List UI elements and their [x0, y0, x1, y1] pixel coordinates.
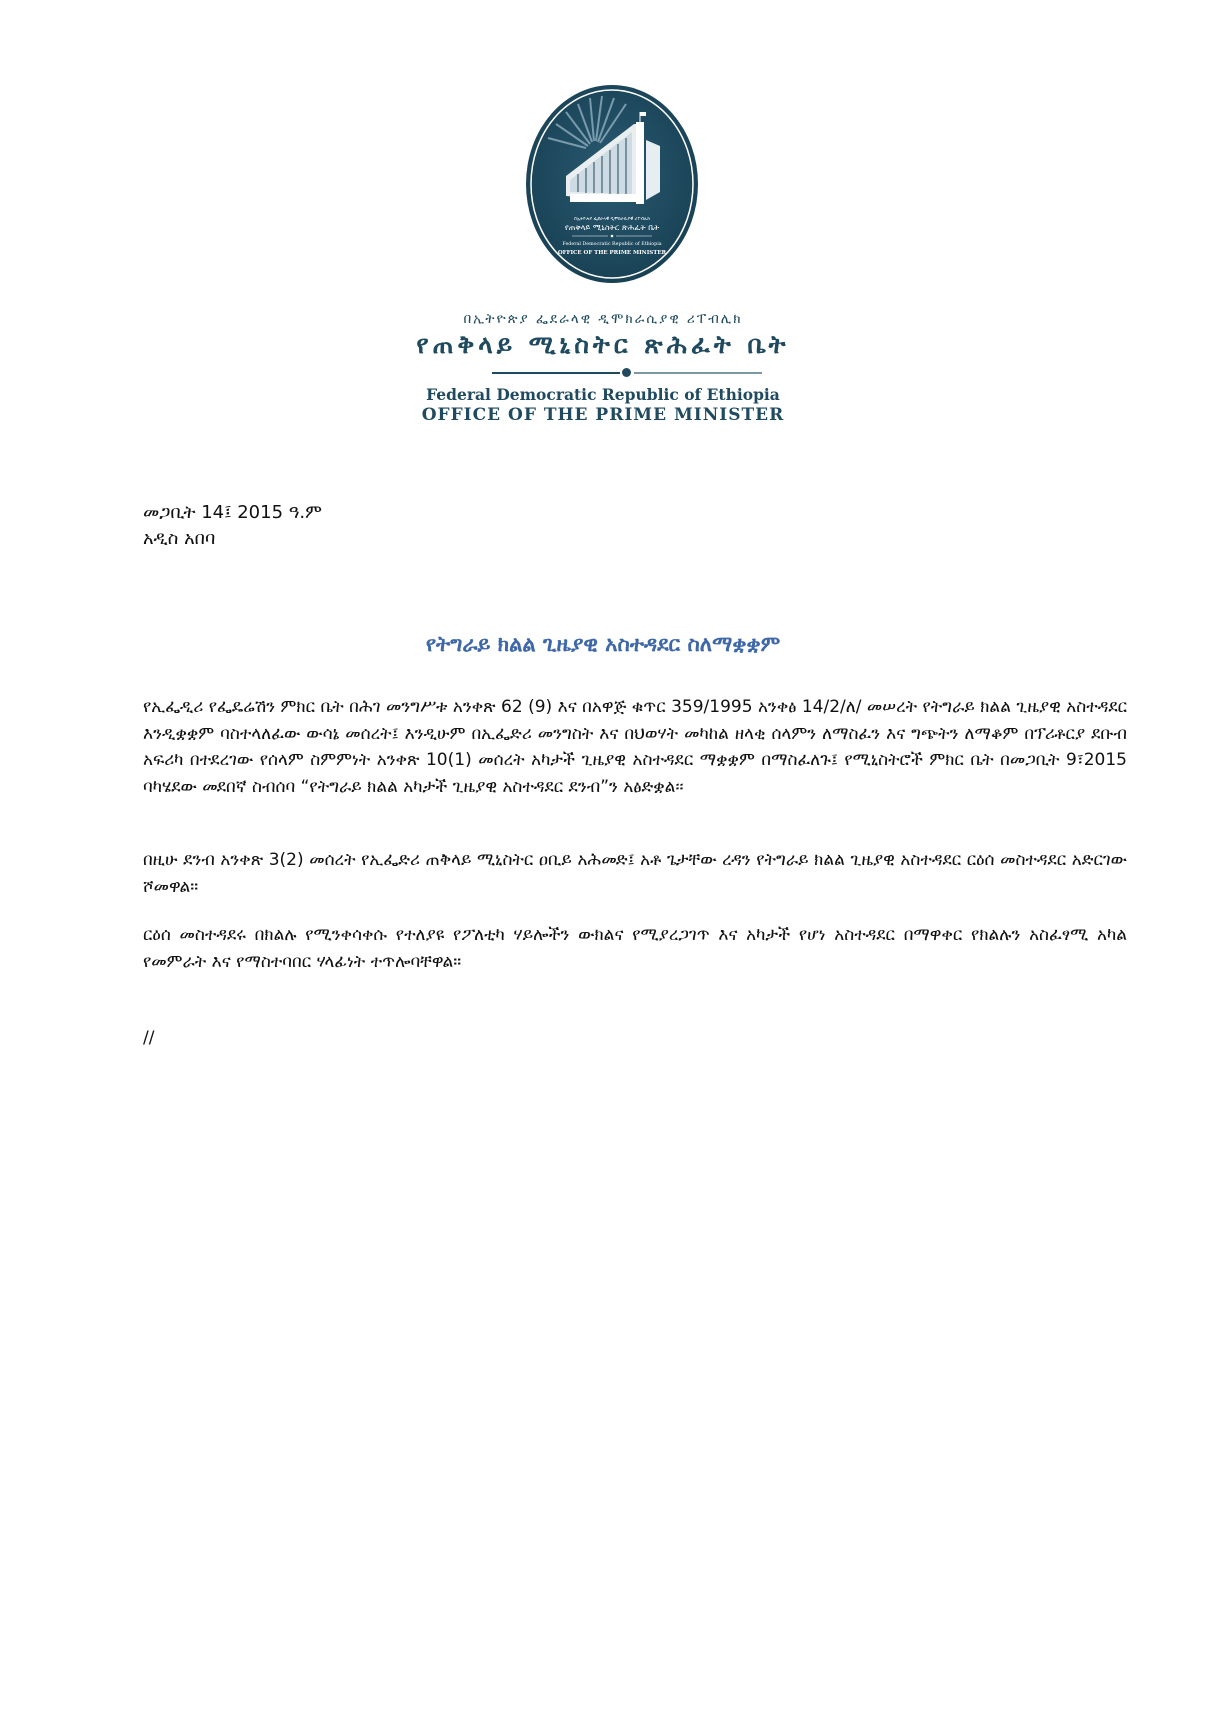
divider-dot-icon: [622, 368, 631, 377]
document-title: የትግራይ ክልል ጊዜያዊ አስተዳደር ስለማቋቋም: [425, 632, 781, 656]
divider-line-left: [492, 372, 620, 374]
body-paragraph-1: የኢፌዲሪ የፌዴሬሽን ምክር ቤት በሕገ መንግሥቱ አንቀጽ 62 (9) እና በአዋጅ ቁጥር 359/1995 አንቀፅ 14/2/ለ/ መሠረት የትግራይ ክልል ጊዜያዊ አስተዳደር እንዲቋቋም ባስተላለፈው ውሳኔ መሰረት፤ እንዲሁም በኢፌድሪ መንግስት እና በህወሃት መካከል ዘላቂ ሰላምን ለማስፈን እና ግጭትን ለማቆም በፕሪቶርያ ደቡብ አፍሪካ በተደረገው የሰላም ስምምነት አንቀጽ 10(1) መሰረት አካታች ጊዜያዊ አስተዳደር ማቋቋም በማስፈለጉ፤ የሚኒስትሮች ምክር ቤት በመጋቢት 9፣2015 ባካሄደው መደበኛ ስብሰባ “የትግራይ ክልል አካታች ጊዜያዊ አስተዳደር ደንብ”ን አፅድቋል፡፡: [143, 697, 1127, 797]
divider-line-right: [634, 372, 762, 374]
letterhead-divider: [492, 367, 762, 377]
body-paragraph-3: ርዕሰ መስተዳደሩ በክልሉ የሚንቀሳቀሱ የተለያዩ የፖለቲካ ሃይሎችን ውክልና የሚያረጋገጥ እና አካታች የሆነ አስተዳደር በማዋቀር የክልሉን አስፈፃሚ አካል የመምራት እና የማስተባበር ሃላፊነት ተጥሎባቸዋል።: [143, 925, 1127, 972]
svg-text:Federal Democratic Republic of: Federal Democratic Republic of Ethiopia: [562, 242, 662, 247]
letterhead-english-office: OFFICE OF THE PRIME MINISTER: [421, 405, 785, 425]
svg-text:በኢትዮጵያ ፌደራላዊ ዲሞክራሲያዊ ሪፐብሊክ: በኢትዮጵያ ፌደራላዊ ዲሞክራሲያዊ ሪፐብሊክ: [574, 217, 650, 222]
end-mark: //: [143, 1028, 155, 1048]
svg-text:OFFICE OF THE PRIME MINISTER: OFFICE OF THE PRIME MINISTER: [557, 250, 667, 256]
letterhead-amharic-office: የጠቅላይ ሚኒስትር ጽሕፈት ቤት: [416, 330, 790, 359]
letter-place: አዲስ አበባ: [143, 528, 216, 549]
letterhead-amharic-country: በኢትዮጵያ ፌደራላዊ ዲሞክራሲያዊ ሪፐብሊክ: [463, 311, 743, 327]
seal-icon: [526, 84, 698, 284]
letter-date: መጋቢት 14፤ 2015 ዓ.ም: [143, 502, 322, 523]
body-paragraph-2: በዚሁ ደንብ አንቀጽ 3(2) መሰረት የኢፌድሪ ጠቅላይ ሚኒስትር ዐቢይ አሕመድ፤ አቶ ጌታቸው ረዳን የትግራይ ክልል ጊዜያዊ አስተዳደር ርዕሰ መስተዳደር አድርገው ሾመዋል።: [143, 850, 1127, 897]
dateline: [143, 500, 322, 552]
svg-text:የጠቅላይ ሚኒስትር ጽሕፈት ቤት: የጠቅላይ ሚኒስትር ጽሕፈት ቤት: [564, 223, 660, 232]
letterhead-english-country: Federal Democratic Republic of Ethiopia: [426, 385, 780, 404]
office-seal-logo: [526, 84, 698, 284]
